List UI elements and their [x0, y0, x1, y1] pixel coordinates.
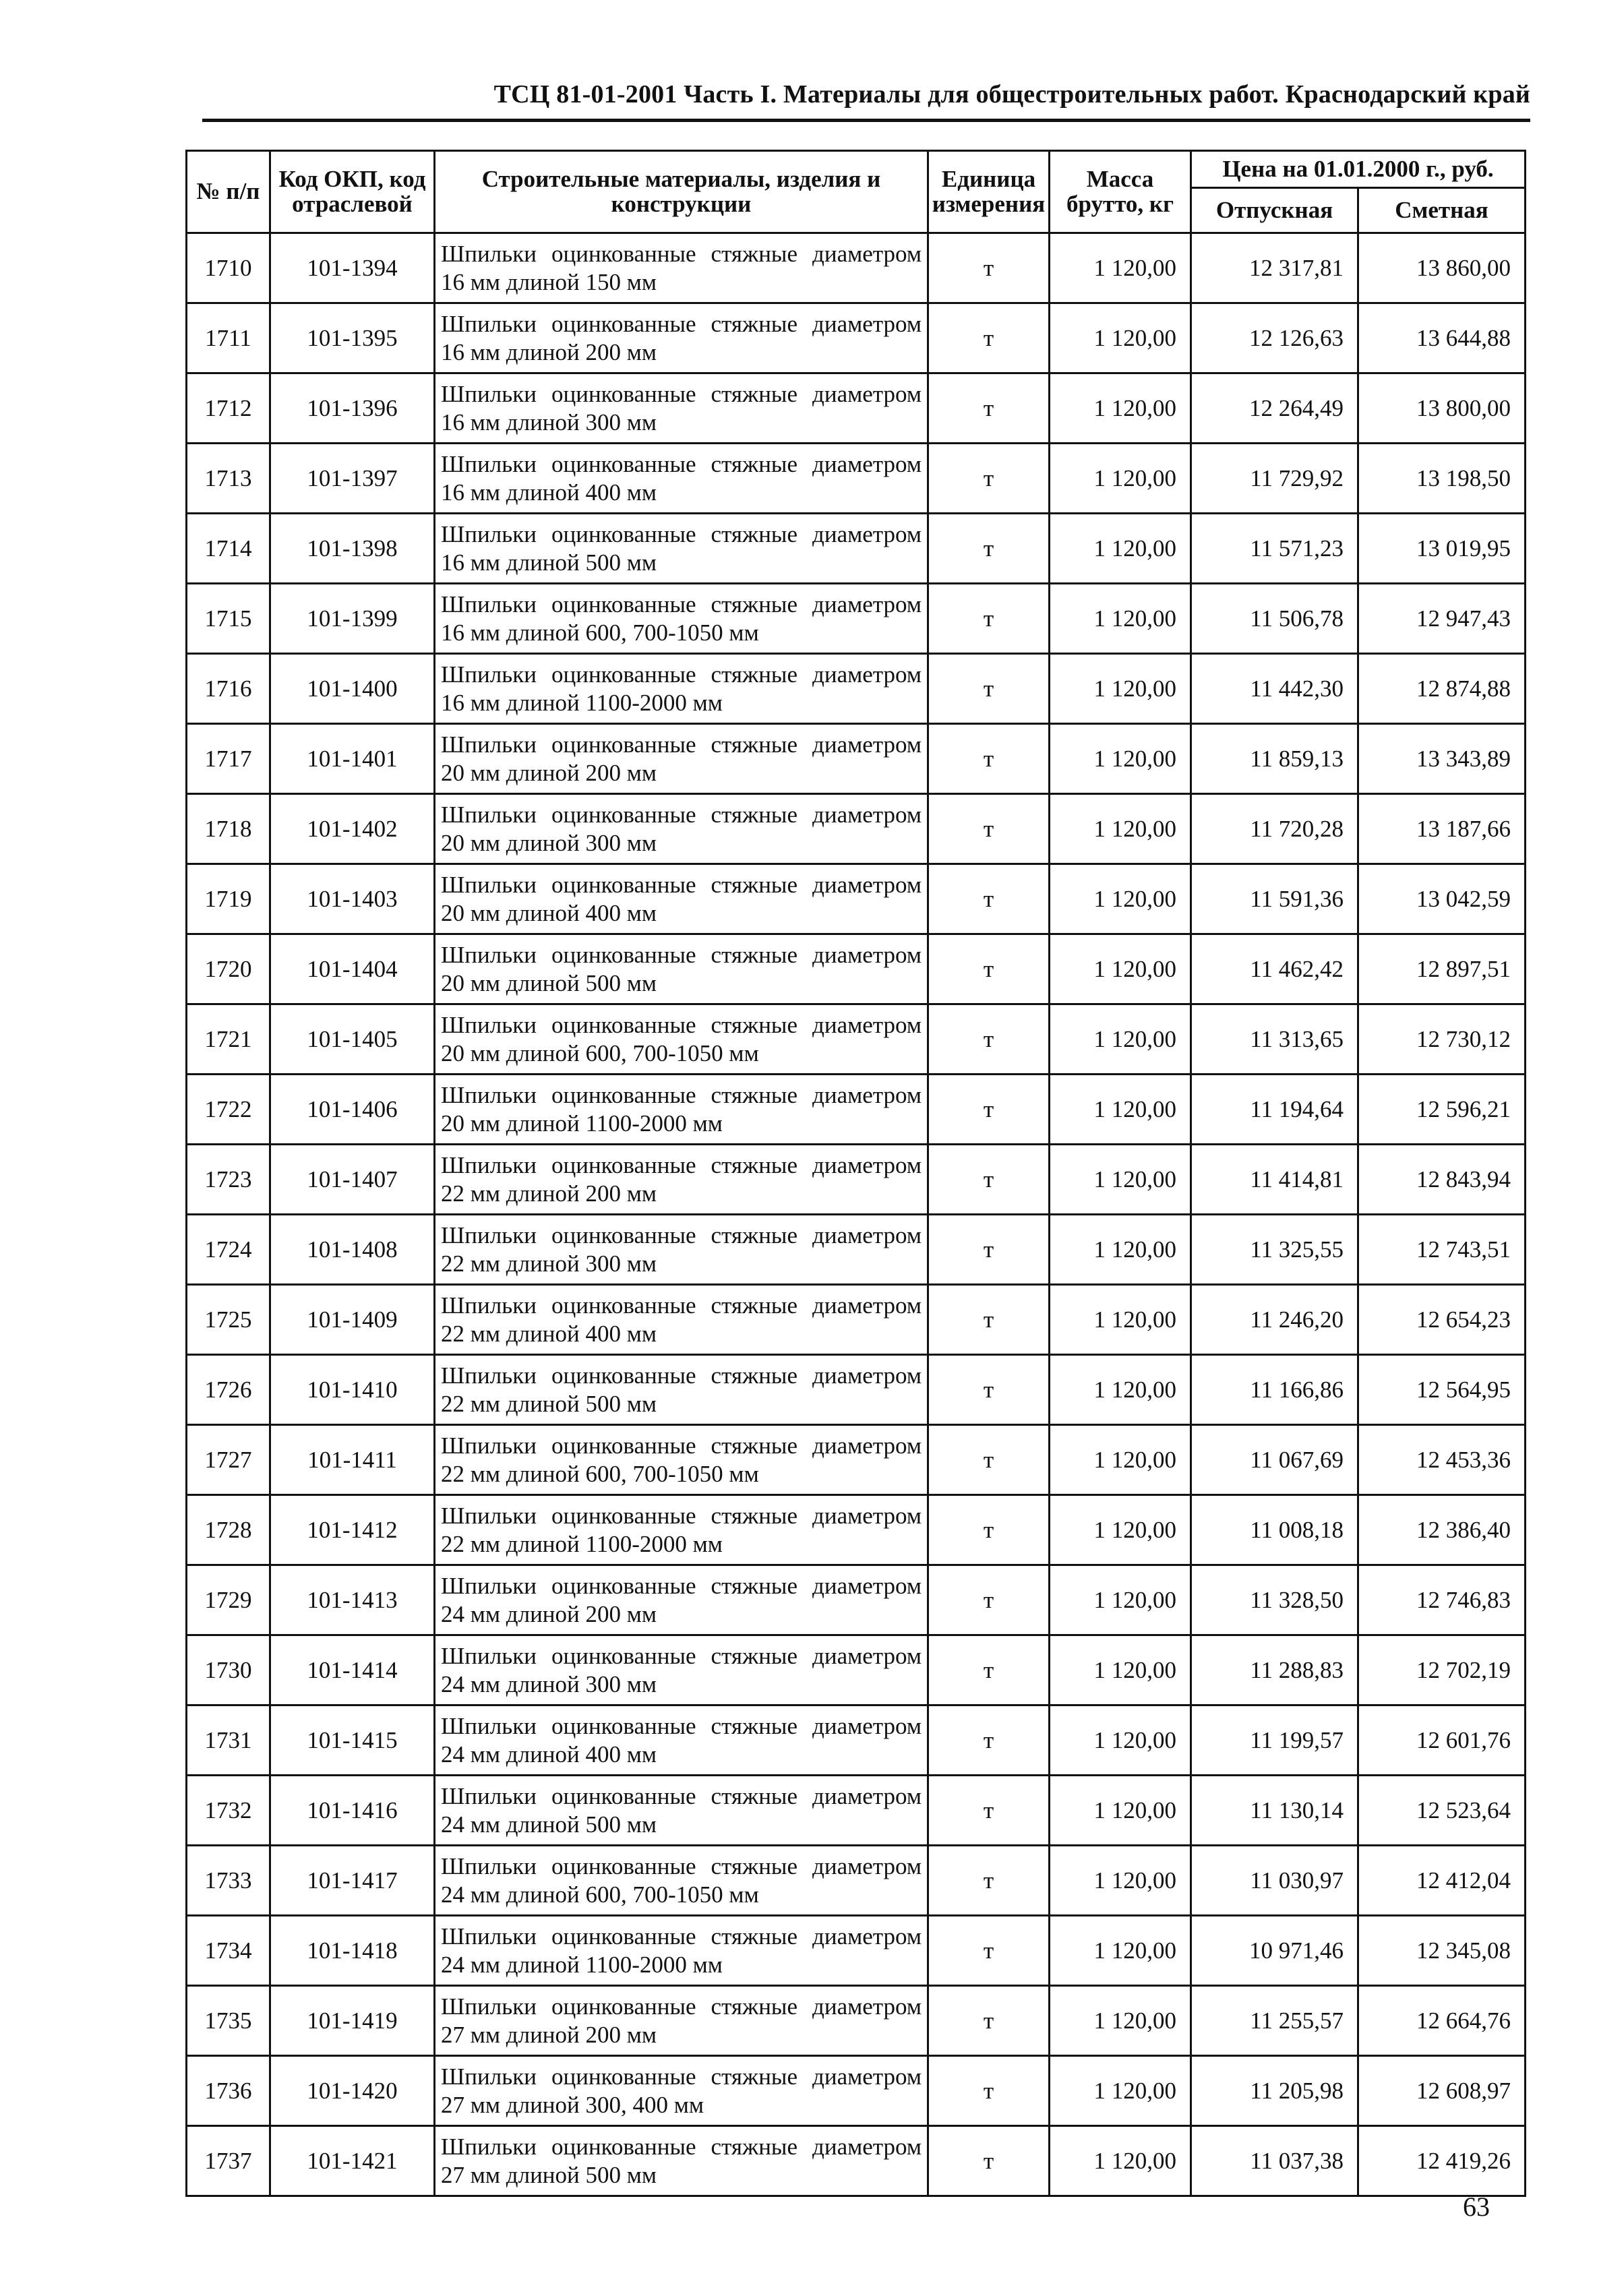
cell-unit: т: [928, 1495, 1050, 1565]
column-header-mass: Масса брутто, кг: [1050, 151, 1191, 233]
column-header-code: Код ОКП, код отраслевой: [270, 151, 435, 233]
cell-name: Шпильки оцинкованные стяжные диаметром 22 мм длиной 600, 700-1050 мм: [435, 1425, 928, 1495]
cell-code: 101-1421: [270, 2126, 435, 2196]
cell-num: 1732: [187, 1776, 270, 1846]
cell-num: 1729: [187, 1565, 270, 1635]
cell-price-otpusk: 12 317,81: [1191, 233, 1358, 303]
cell-code: 101-1415: [270, 1705, 435, 1776]
cell-price-otpusk: 11 462,42: [1191, 934, 1358, 1004]
cell-num: 1715: [187, 584, 270, 654]
cell-price-otpusk: 11 442,30: [1191, 654, 1358, 724]
table-row: [187, 1705, 1526, 1776]
cell-mass: 1 120,00: [1050, 2056, 1191, 2126]
cell-mass: 1 120,00: [1050, 654, 1191, 724]
cell-num: 1723: [187, 1145, 270, 1215]
cell-price-smet: 12 386,40: [1358, 1495, 1526, 1565]
cell-mass: 1 120,00: [1050, 864, 1191, 934]
cell-num: 1735: [187, 1986, 270, 2056]
cell-price-otpusk: 11 067,69: [1191, 1425, 1358, 1495]
cell-name: Шпильки оцинкованные стяжные диаметром 24 мм длиной 600, 700-1050 мм: [435, 1846, 928, 1916]
cell-price-smet: 13 042,59: [1358, 864, 1526, 934]
cell-price-smet: 12 596,21: [1358, 1075, 1526, 1145]
cell-price-otpusk: 11 506,78: [1191, 584, 1358, 654]
cell-num: 1734: [187, 1916, 270, 1986]
table-row: [187, 654, 1526, 724]
cell-mass: 1 120,00: [1050, 1075, 1191, 1145]
column-header-smet: Сметная: [1358, 188, 1526, 233]
table-header: [187, 151, 1526, 233]
cell-name: Шпильки оцинкованные стяжные диаметром 27 мм длиной 500 мм: [435, 2126, 928, 2196]
cell-unit: т: [928, 1635, 1050, 1705]
table-row: [187, 1075, 1526, 1145]
cell-unit: т: [928, 1075, 1050, 1145]
cell-unit: т: [928, 1986, 1050, 2056]
cell-mass: 1 120,00: [1050, 1285, 1191, 1355]
cell-price-otpusk: 11 194,64: [1191, 1075, 1358, 1145]
cell-unit: т: [928, 373, 1050, 444]
cell-code: 101-1406: [270, 1075, 435, 1145]
cell-num: 1727: [187, 1425, 270, 1495]
cell-unit: т: [928, 1916, 1050, 1986]
column-header-name: Строительные материалы, изделия и конструкции: [435, 151, 928, 233]
cell-price-smet: 12 664,76: [1358, 1986, 1526, 2056]
column-header-num: № п/п: [187, 151, 270, 233]
cell-unit: т: [928, 864, 1050, 934]
cell-price-smet: 12 608,97: [1358, 2056, 1526, 2126]
cell-unit: т: [928, 514, 1050, 584]
cell-code: 101-1405: [270, 1004, 435, 1075]
table-row: [187, 1285, 1526, 1355]
cell-unit: т: [928, 1425, 1050, 1495]
table-row: [187, 1776, 1526, 1846]
table-row: [187, 1495, 1526, 1565]
table-row: [187, 934, 1526, 1004]
cell-mass: 1 120,00: [1050, 1004, 1191, 1075]
table-row: [187, 2056, 1526, 2126]
cell-code: 101-1401: [270, 724, 435, 794]
cell-price-otpusk: 11 288,83: [1191, 1635, 1358, 1705]
cell-name: Шпильки оцинкованные стяжные диаметром 24 мм длиной 500 мм: [435, 1776, 928, 1846]
cell-num: 1725: [187, 1285, 270, 1355]
cell-price-otpusk: 11 130,14: [1191, 1776, 1358, 1846]
cell-price-otpusk: 11 414,81: [1191, 1145, 1358, 1215]
cell-price-smet: 12 743,51: [1358, 1215, 1526, 1285]
cell-name: Шпильки оцинкованные стяжные диаметром 24 мм длиной 300 мм: [435, 1635, 928, 1705]
cell-num: 1737: [187, 2126, 270, 2196]
cell-mass: 1 120,00: [1050, 1916, 1191, 1986]
cell-price-otpusk: 12 264,49: [1191, 373, 1358, 444]
cell-unit: т: [928, 934, 1050, 1004]
cell-unit: т: [928, 794, 1050, 864]
table-row: [187, 303, 1526, 373]
table-body: [187, 233, 1526, 2196]
cell-name: Шпильки оцинкованные стяжные диаметром 22 мм длиной 500 мм: [435, 1355, 928, 1425]
cell-price-smet: 13 019,95: [1358, 514, 1526, 584]
cell-name: Шпильки оцинкованные стяжные диаметром 16 мм длиной 150 мм: [435, 233, 928, 303]
cell-unit: т: [928, 1705, 1050, 1776]
cell-price-smet: 12 564,95: [1358, 1355, 1526, 1425]
table-row: [187, 1145, 1526, 1215]
table-row: [187, 233, 1526, 303]
cell-code: 101-1394: [270, 233, 435, 303]
cell-price-smet: 13 198,50: [1358, 444, 1526, 514]
cell-code: 101-1417: [270, 1846, 435, 1916]
cell-price-otpusk: 11 325,55: [1191, 1215, 1358, 1285]
cell-unit: т: [928, 1285, 1050, 1355]
cell-mass: 1 120,00: [1050, 514, 1191, 584]
cell-unit: т: [928, 724, 1050, 794]
cell-price-otpusk: 11 255,57: [1191, 1986, 1358, 2056]
cell-price-smet: 13 644,88: [1358, 303, 1526, 373]
cell-name: Шпильки оцинкованные стяжные диаметром 22 мм длиной 200 мм: [435, 1145, 928, 1215]
cell-code: 101-1399: [270, 584, 435, 654]
cell-num: 1712: [187, 373, 270, 444]
cell-num: 1720: [187, 934, 270, 1004]
cell-num: 1728: [187, 1495, 270, 1565]
cell-unit: т: [928, 584, 1050, 654]
cell-num: 1711: [187, 303, 270, 373]
cell-unit: т: [928, 1355, 1050, 1425]
cell-unit: т: [928, 1846, 1050, 1916]
cell-price-otpusk: 11 571,23: [1191, 514, 1358, 584]
cell-num: 1714: [187, 514, 270, 584]
cell-price-smet: 12 412,04: [1358, 1846, 1526, 1916]
cell-name: Шпильки оцинкованные стяжные диаметром 20 мм длиной 300 мм: [435, 794, 928, 864]
cell-price-otpusk: 11 720,28: [1191, 794, 1358, 864]
cell-price-otpusk: 11 166,86: [1191, 1355, 1358, 1425]
cell-num: 1719: [187, 864, 270, 934]
cell-price-smet: 12 419,26: [1358, 2126, 1526, 2196]
cell-code: 101-1395: [270, 303, 435, 373]
cell-price-smet: 12 523,64: [1358, 1776, 1526, 1846]
cell-mass: 1 120,00: [1050, 1635, 1191, 1705]
cell-mass: 1 120,00: [1050, 373, 1191, 444]
cell-code: 101-1404: [270, 934, 435, 1004]
page-number: 63: [1463, 2192, 1490, 2222]
cell-price-otpusk: 11 591,36: [1191, 864, 1358, 934]
table-row: [187, 1635, 1526, 1705]
cell-mass: 1 120,00: [1050, 1705, 1191, 1776]
cell-mass: 1 120,00: [1050, 303, 1191, 373]
cell-name: Шпильки оцинкованные стяжные диаметром 16 мм длиной 400 мм: [435, 444, 928, 514]
table-row: [187, 864, 1526, 934]
cell-name: Шпильки оцинкованные стяжные диаметром 16 мм длиной 1100-2000 мм: [435, 654, 928, 724]
cell-code: 101-1420: [270, 2056, 435, 2126]
cell-mass: 1 120,00: [1050, 2126, 1191, 2196]
cell-price-smet: 12 702,19: [1358, 1635, 1526, 1705]
table-row: [187, 1425, 1526, 1495]
cell-price-smet: 12 654,23: [1358, 1285, 1526, 1355]
cell-mass: 1 120,00: [1050, 1846, 1191, 1916]
table-row: [187, 2126, 1526, 2196]
cell-price-smet: 12 746,83: [1358, 1565, 1526, 1635]
cell-num: 1730: [187, 1635, 270, 1705]
cell-price-smet: 12 453,36: [1358, 1425, 1526, 1495]
cell-code: 101-1416: [270, 1776, 435, 1846]
cell-price-otpusk: 11 859,13: [1191, 724, 1358, 794]
cell-unit: т: [928, 1215, 1050, 1285]
cell-num: 1731: [187, 1705, 270, 1776]
table-row: [187, 1846, 1526, 1916]
table-row: [187, 1215, 1526, 1285]
table-row: [187, 1004, 1526, 1075]
cell-unit: т: [928, 1145, 1050, 1215]
cell-name: Шпильки оцинкованные стяжные диаметром 24 мм длиной 1100-2000 мм: [435, 1916, 928, 1986]
cell-num: 1713: [187, 444, 270, 514]
cell-num: 1736: [187, 2056, 270, 2126]
cell-name: Шпильки оцинкованные стяжные диаметром 16 мм длиной 600, 700-1050 мм: [435, 584, 928, 654]
table-row: [187, 794, 1526, 864]
cell-price-otpusk: 11 205,98: [1191, 2056, 1358, 2126]
cell-price-smet: 13 187,66: [1358, 794, 1526, 864]
cell-price-smet: 13 800,00: [1358, 373, 1526, 444]
cell-num: 1717: [187, 724, 270, 794]
cell-num: 1724: [187, 1215, 270, 1285]
cell-price-otpusk: 11 037,38: [1191, 2126, 1358, 2196]
table-row: [187, 444, 1526, 514]
cell-price-otpusk: 11 328,50: [1191, 1565, 1358, 1635]
table-row: [187, 514, 1526, 584]
cell-code: 101-1414: [270, 1635, 435, 1705]
cell-price-otpusk: 11 199,57: [1191, 1705, 1358, 1776]
cell-mass: 1 120,00: [1050, 1215, 1191, 1285]
cell-mass: 1 120,00: [1050, 1145, 1191, 1215]
cell-price-smet: 12 601,76: [1358, 1705, 1526, 1776]
table-row: [187, 724, 1526, 794]
cell-price-otpusk: 11 729,92: [1191, 444, 1358, 514]
cell-code: 101-1396: [270, 373, 435, 444]
cell-code: 101-1397: [270, 444, 435, 514]
cell-name: Шпильки оцинкованные стяжные диаметром 27 мм длиной 300, 400 мм: [435, 2056, 928, 2126]
cell-price-otpusk: 12 126,63: [1191, 303, 1358, 373]
cell-mass: 1 120,00: [1050, 934, 1191, 1004]
cell-mass: 1 120,00: [1050, 1355, 1191, 1425]
cell-mass: 1 120,00: [1050, 233, 1191, 303]
cell-num: 1722: [187, 1075, 270, 1145]
cell-code: 101-1419: [270, 1986, 435, 2056]
cell-code: 101-1410: [270, 1355, 435, 1425]
cell-num: 1721: [187, 1004, 270, 1075]
cell-name: Шпильки оцинкованные стяжные диаметром 27 мм длиной 200 мм: [435, 1986, 928, 2056]
cell-price-otpusk: 11 246,20: [1191, 1285, 1358, 1355]
table-row: [187, 1916, 1526, 1986]
cell-unit: т: [928, 444, 1050, 514]
cell-mass: 1 120,00: [1050, 444, 1191, 514]
cell-code: 101-1418: [270, 1916, 435, 1986]
cell-price-smet: 12 874,88: [1358, 654, 1526, 724]
cell-mass: 1 120,00: [1050, 724, 1191, 794]
cell-name: Шпильки оцинкованные стяжные диаметром 16 мм длиной 300 мм: [435, 373, 928, 444]
cell-num: 1733: [187, 1846, 270, 1916]
cell-unit: т: [928, 2056, 1050, 2126]
cell-name: Шпильки оцинкованные стяжные диаметром 20 мм длиной 500 мм: [435, 934, 928, 1004]
cell-name: Шпильки оцинкованные стяжные диаметром 20 мм длиной 200 мм: [435, 724, 928, 794]
cell-price-otpusk: 11 313,65: [1191, 1004, 1358, 1075]
cell-mass: 1 120,00: [1050, 584, 1191, 654]
cell-price-otpusk: 11 008,18: [1191, 1495, 1358, 1565]
cell-unit: т: [928, 303, 1050, 373]
cell-unit: т: [928, 1776, 1050, 1846]
cell-mass: 1 120,00: [1050, 1495, 1191, 1565]
cell-unit: т: [928, 2126, 1050, 2196]
cell-name: Шпильки оцинкованные стяжные диаметром 20 мм длиной 1100-2000 мм: [435, 1075, 928, 1145]
table-row: [187, 584, 1526, 654]
cell-name: Шпильки оцинкованные стяжные диаметром 22 мм длиной 300 мм: [435, 1215, 928, 1285]
cell-name: Шпильки оцинкованные стяжные диаметром 24 мм длиной 200 мм: [435, 1565, 928, 1635]
cell-num: 1710: [187, 233, 270, 303]
cell-price-otpusk: 10 971,46: [1191, 1916, 1358, 1986]
cell-name: Шпильки оцинкованные стяжные диаметром 24 мм длиной 400 мм: [435, 1705, 928, 1776]
table-row: [187, 1355, 1526, 1425]
table-row: [187, 1986, 1526, 2056]
cell-price-smet: 13 860,00: [1358, 233, 1526, 303]
cell-unit: т: [928, 233, 1050, 303]
cell-code: 101-1409: [270, 1285, 435, 1355]
price-table: [185, 150, 1526, 2197]
cell-name: Шпильки оцинкованные стяжные диаметром 20 мм длиной 400 мм: [435, 864, 928, 934]
cell-code: 101-1411: [270, 1425, 435, 1495]
cell-mass: 1 120,00: [1050, 1425, 1191, 1495]
cell-mass: 1 120,00: [1050, 1565, 1191, 1635]
cell-code: 101-1402: [270, 794, 435, 864]
cell-unit: т: [928, 1004, 1050, 1075]
cell-code: 101-1408: [270, 1215, 435, 1285]
column-header-otpusk: Отпускная: [1191, 188, 1358, 233]
table-row: [187, 373, 1526, 444]
cell-code: 101-1400: [270, 654, 435, 724]
cell-mass: 1 120,00: [1050, 1776, 1191, 1846]
header-divider: [202, 119, 1530, 122]
cell-name: Шпильки оцинкованные стяжные диаметром 16 мм длиной 200 мм: [435, 303, 928, 373]
cell-mass: 1 120,00: [1050, 794, 1191, 864]
cell-price-smet: 12 897,51: [1358, 934, 1526, 1004]
cell-unit: т: [928, 654, 1050, 724]
cell-num: 1718: [187, 794, 270, 864]
cell-unit: т: [928, 1565, 1050, 1635]
column-header-price-group: Цена на 01.01.2000 г., руб.: [1191, 151, 1526, 188]
cell-name: Шпильки оцинкованные стяжные диаметром 20 мм длиной 600, 700-1050 мм: [435, 1004, 928, 1075]
document-header-title: ТСЦ 81-01-2001 Часть I. Материалы для общестроительных работ. Краснодарский край: [493, 80, 1530, 109]
cell-price-smet: 12 843,94: [1358, 1145, 1526, 1215]
cell-price-smet: 13 343,89: [1358, 724, 1526, 794]
table-row: [187, 1565, 1526, 1635]
cell-price-otpusk: 11 030,97: [1191, 1846, 1358, 1916]
cell-code: 101-1403: [270, 864, 435, 934]
cell-name: Шпильки оцинкованные стяжные диаметром 22 мм длиной 1100-2000 мм: [435, 1495, 928, 1565]
cell-price-smet: 12 345,08: [1358, 1916, 1526, 1986]
cell-name: Шпильки оцинкованные стяжные диаметром 16 мм длиной 500 мм: [435, 514, 928, 584]
cell-code: 101-1407: [270, 1145, 435, 1215]
cell-mass: 1 120,00: [1050, 1986, 1191, 2056]
cell-code: 101-1398: [270, 514, 435, 584]
cell-price-smet: 12 947,43: [1358, 584, 1526, 654]
cell-code: 101-1412: [270, 1495, 435, 1565]
cell-num: 1716: [187, 654, 270, 724]
cell-code: 101-1413: [270, 1565, 435, 1635]
cell-num: 1726: [187, 1355, 270, 1425]
column-header-unit: Единица измерения: [928, 151, 1050, 233]
cell-name: Шпильки оцинкованные стяжные диаметром 22 мм длиной 400 мм: [435, 1285, 928, 1355]
cell-price-smet: 12 730,12: [1358, 1004, 1526, 1075]
